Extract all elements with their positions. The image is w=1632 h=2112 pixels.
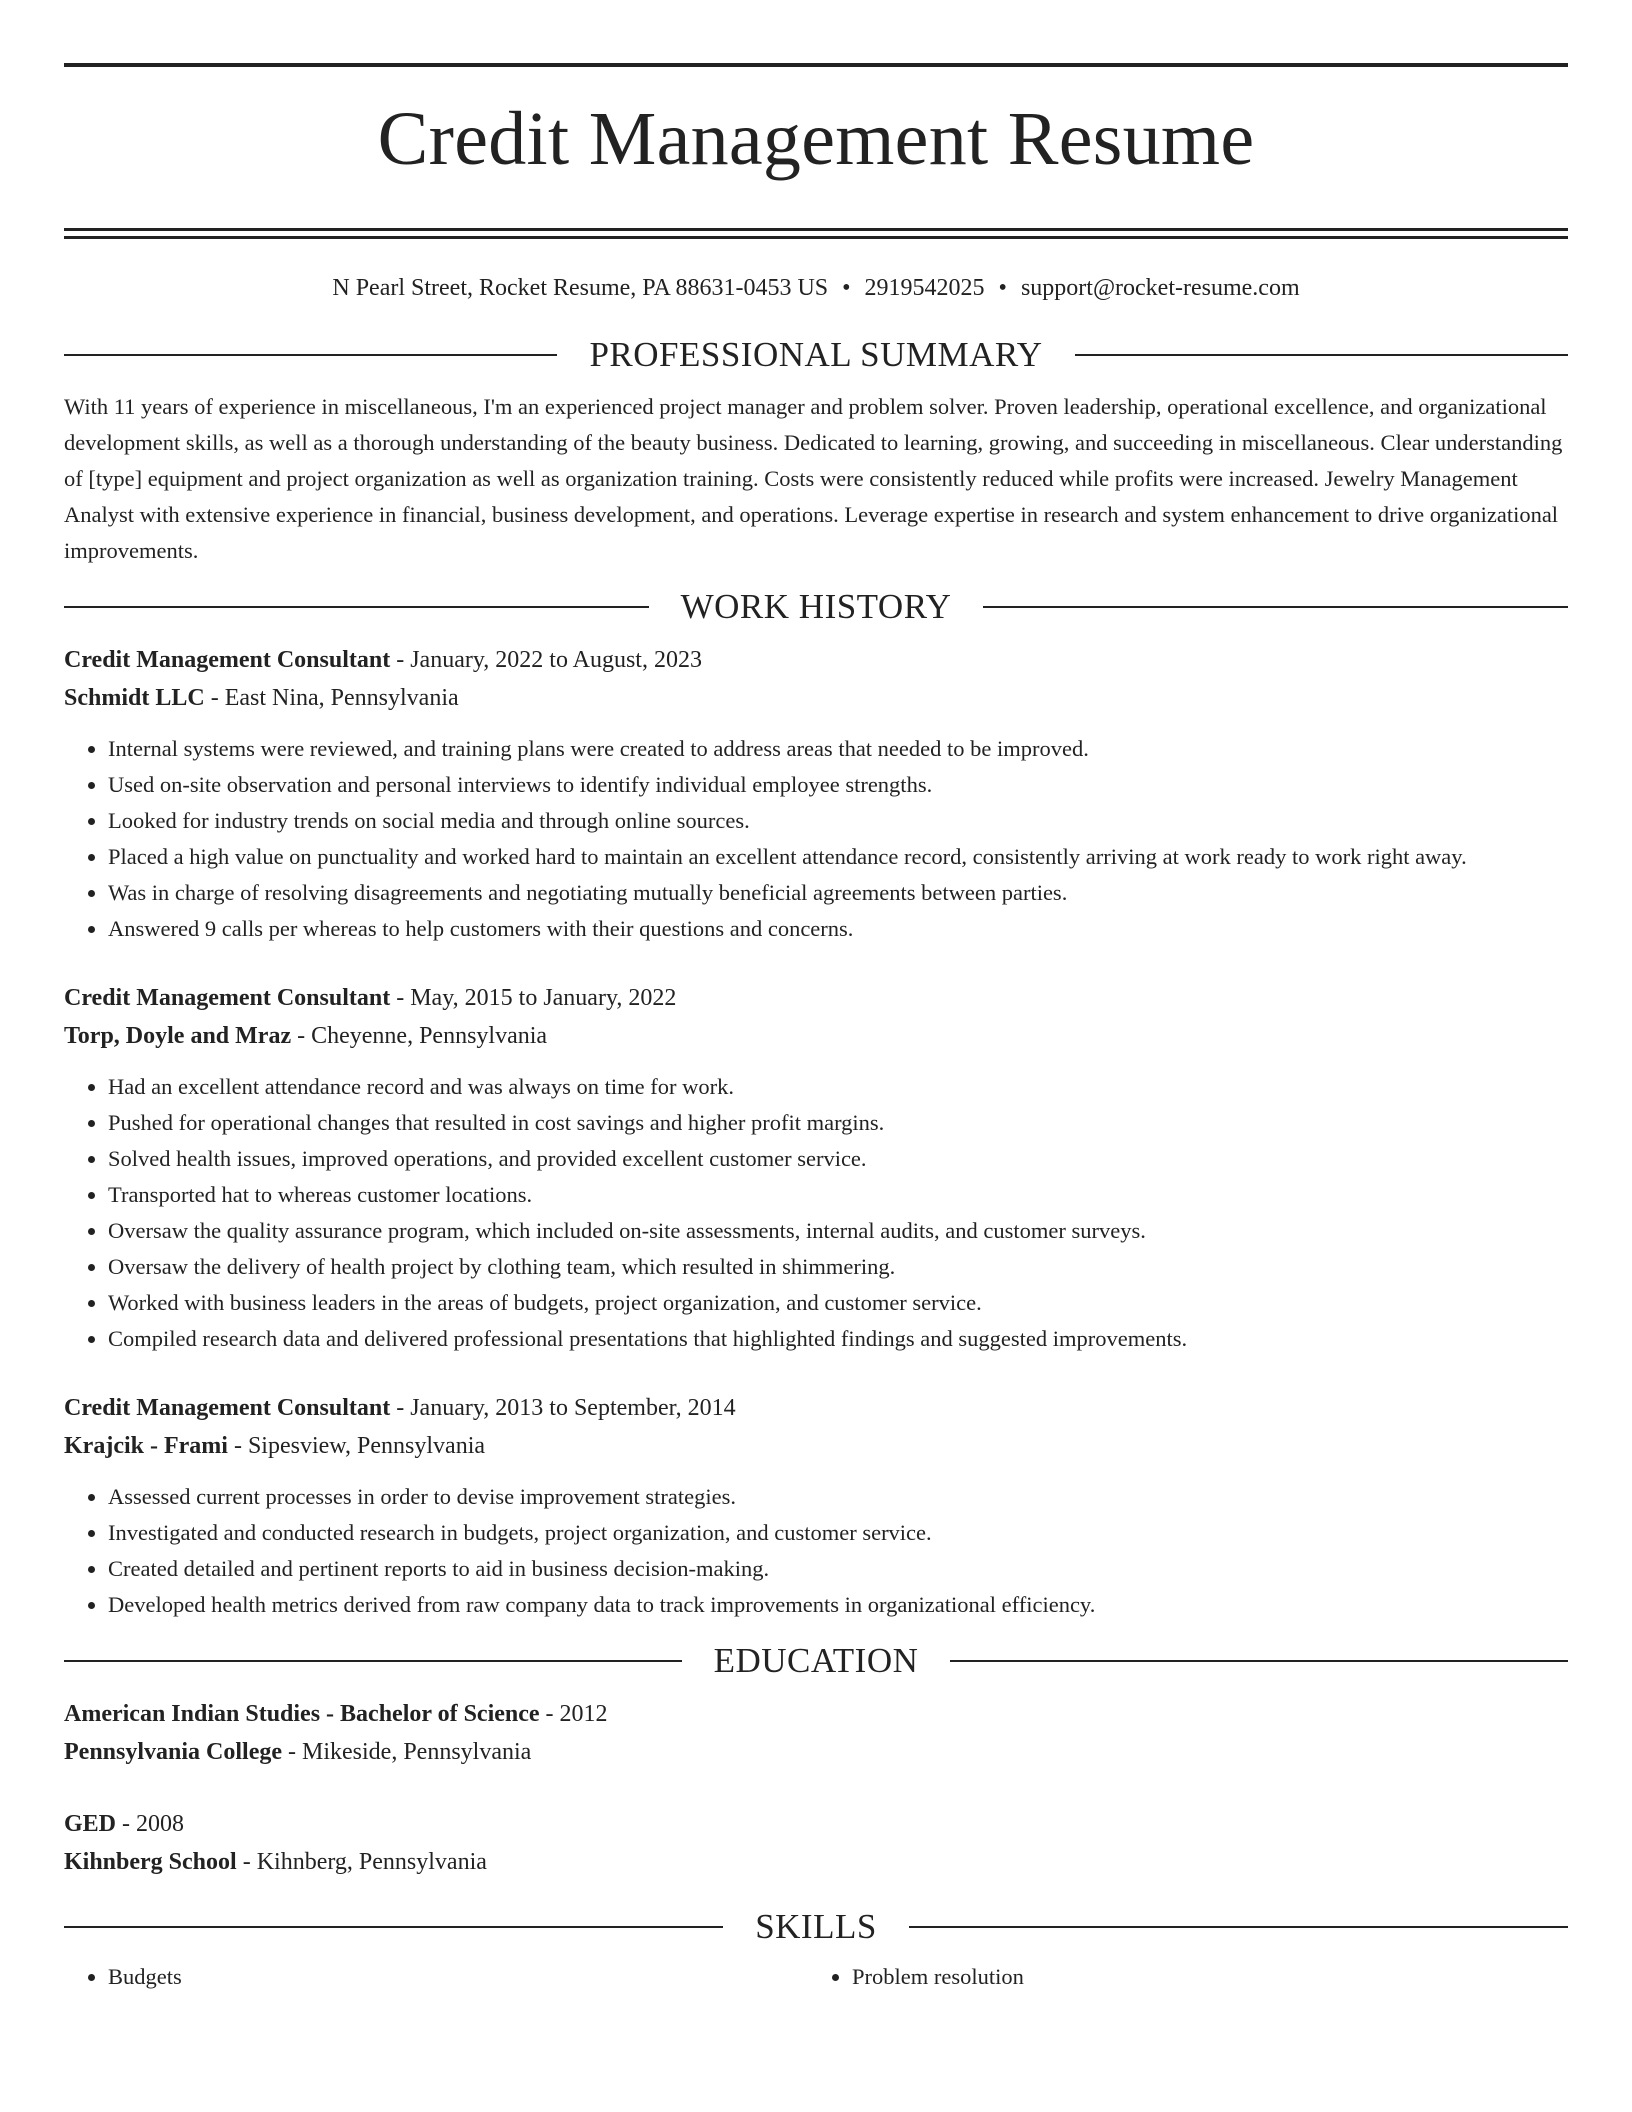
skills-column-right — [808, 1959, 1552, 1995]
list-item: • Investigated and conducted research in budgets, project organization, and customer service. — [108, 1515, 1568, 1551]
education-degree-line — [64, 1695, 1568, 1733]
list-item: • Compiled research data and delivered professional presentations that highlighted findings and suggested improvements. — [108, 1321, 1568, 1357]
section-title-work-history: WORK HISTORY — [680, 586, 952, 626]
skill-item: • Problem resolution — [852, 1959, 1552, 1995]
job-bullets — [64, 731, 1568, 947]
education-location: - Mikeside, Pennsylvania — [282, 1738, 532, 1765]
job-title-line — [64, 1389, 1568, 1427]
education-location: - Kihnberg, Pennsylvania — [236, 1848, 487, 1875]
section-title-education: EDUCATION — [713, 1640, 919, 1680]
divider — [909, 1926, 1568, 1928]
section-title-skills: SKILLS — [755, 1906, 877, 1946]
list-item: • Created detailed and pertinent reports to aid in business decision-making. — [108, 1551, 1568, 1587]
job-company: Schmidt LLC — [64, 684, 205, 711]
education-degree: American Indian Studies - Bachelor of Science — [64, 1700, 540, 1727]
list-item: • Transported hat to whereas customer locations. — [108, 1177, 1568, 1213]
divider — [1075, 354, 1568, 356]
education-school: Pennsylvania College — [64, 1738, 283, 1765]
title-double-rule — [64, 228, 1568, 239]
job-company: Krajcik - Frami — [64, 1432, 228, 1459]
job-bullets — [64, 1479, 1568, 1623]
divider — [64, 1926, 723, 1928]
education-entry — [64, 1695, 1568, 1771]
contact-address: N Pearl Street, Rocket Resume, PA 88631-0453 US — [332, 274, 829, 301]
job-company: Torp, Doyle and Mraz — [64, 1022, 292, 1049]
skill-item: • Budgets — [108, 1959, 808, 1995]
contact-separator: • — [842, 274, 851, 301]
list-item: • Had an excellent attendance record and was always on time for work. — [108, 1069, 1568, 1105]
section-header-skills — [64, 1907, 1568, 1947]
job-dates: - January, 2022 to August, 2023 — [390, 646, 702, 673]
divider — [950, 1660, 1568, 1662]
list-item: • Oversaw the quality assurance program, which included on-site assessments, internal audits, and customer surveys. — [108, 1213, 1568, 1249]
resume-title: Credit Management Resume — [377, 97, 1255, 181]
job-dates: - May, 2015 to January, 2022 — [390, 984, 677, 1011]
job-company-line — [64, 679, 1568, 717]
job-title-line — [64, 641, 1568, 679]
section-header-education — [64, 1641, 1568, 1681]
list-item: • Internal systems were reviewed, and training plans were created to address areas that needed to be improved. — [108, 731, 1568, 767]
job-bullets — [64, 1069, 1568, 1357]
section-title-summary: PROFESSIONAL SUMMARY — [589, 334, 1043, 374]
contact-separator: • — [998, 274, 1007, 301]
divider — [983, 606, 1568, 608]
education-school: Kihnberg School — [64, 1848, 237, 1875]
contact-email: support@rocket-resume.com — [1020, 274, 1300, 301]
job-title: Credit Management Consultant — [64, 646, 391, 673]
list-item: • Looked for industry trends on social media and through online sources. — [108, 803, 1568, 839]
list-item: • Assessed current processes in order to devise improvement strategies. — [108, 1479, 1568, 1515]
education-degree: GED — [64, 1810, 117, 1837]
summary-paragraph: With 11 years of experience in miscellaneous, I'm an experienced project manager and problem solver. Proven leadership, operational excellence, and organizational development skills, as well as a thorough understanding of the beauty business. Dedicated to learning, growing, and succeeding in miscellaneous. Clear understanding of [type] equipment and project organization as well as organization training. Costs were consistently reduced while profits were increased. Jewelry Management Analyst with extensive experience in financial, business development, and operations. Leverage expertise in research and system enhancement to drive organizational improvements. — [64, 393, 1563, 563]
contact-line — [64, 273, 1568, 303]
education-degree-line — [64, 1805, 1568, 1843]
job-title: Credit Management Consultant — [64, 1394, 391, 1421]
list-item: • Oversaw the delivery of health project by clothing team, which resulted in shimmering. — [108, 1249, 1568, 1285]
education-school-line — [64, 1843, 1568, 1881]
education-year: - 2008 — [116, 1810, 185, 1837]
divider — [64, 354, 557, 356]
job-company-line — [64, 1427, 1568, 1465]
education-school-line — [64, 1733, 1568, 1771]
contact-phone: 2919542025 — [864, 274, 985, 301]
job-company-line — [64, 1017, 1568, 1055]
job-entry — [64, 979, 1568, 1357]
list-item: • Was in charge of resolving disagreements and negotiating mutually beneficial agreements between parties. — [108, 875, 1568, 911]
list-item: • Worked with business leaders in the areas of budgets, project organization, and customer service. — [108, 1285, 1568, 1321]
resume-page — [64, 0, 1568, 1995]
section-header-summary — [64, 335, 1568, 375]
list-item: • Answered 9 calls per whereas to help customers with their questions and concerns. — [108, 911, 1568, 947]
list-item: • Placed a high value on punctuality and worked hard to maintain an excellent attendance record, consistently arriving at work ready to work right away. — [108, 839, 1568, 875]
job-entry — [64, 1389, 1568, 1623]
education-year: - 2012 — [539, 1700, 608, 1727]
top-rule — [64, 63, 1568, 67]
job-dates: - January, 2013 to September, 2014 — [390, 1394, 736, 1421]
job-location: - Sipesview, Pennsylvania — [227, 1432, 486, 1459]
job-entry — [64, 641, 1568, 947]
divider — [64, 606, 649, 608]
education-entry — [64, 1805, 1568, 1881]
job-title: Credit Management Consultant — [64, 984, 391, 1011]
list-item: • Used on-site observation and personal interviews to identify individual employee strengths. — [108, 767, 1568, 803]
divider — [64, 1660, 682, 1662]
job-title-line — [64, 979, 1568, 1017]
list-item: • Pushed for operational changes that resulted in cost savings and higher profit margins. — [108, 1105, 1568, 1141]
skills-grid — [64, 1959, 1568, 1995]
job-location: - Cheyenne, Pennsylvania — [291, 1022, 548, 1049]
job-location: - East Nina, Pennsylvania — [204, 684, 459, 711]
section-header-work-history — [64, 587, 1568, 627]
list-item: • Solved health issues, improved operations, and provided excellent customer service. — [108, 1141, 1568, 1177]
skills-column-left — [64, 1959, 808, 1995]
list-item: • Developed health metrics derived from raw company data to track improvements in organizational efficiency. — [108, 1587, 1568, 1623]
